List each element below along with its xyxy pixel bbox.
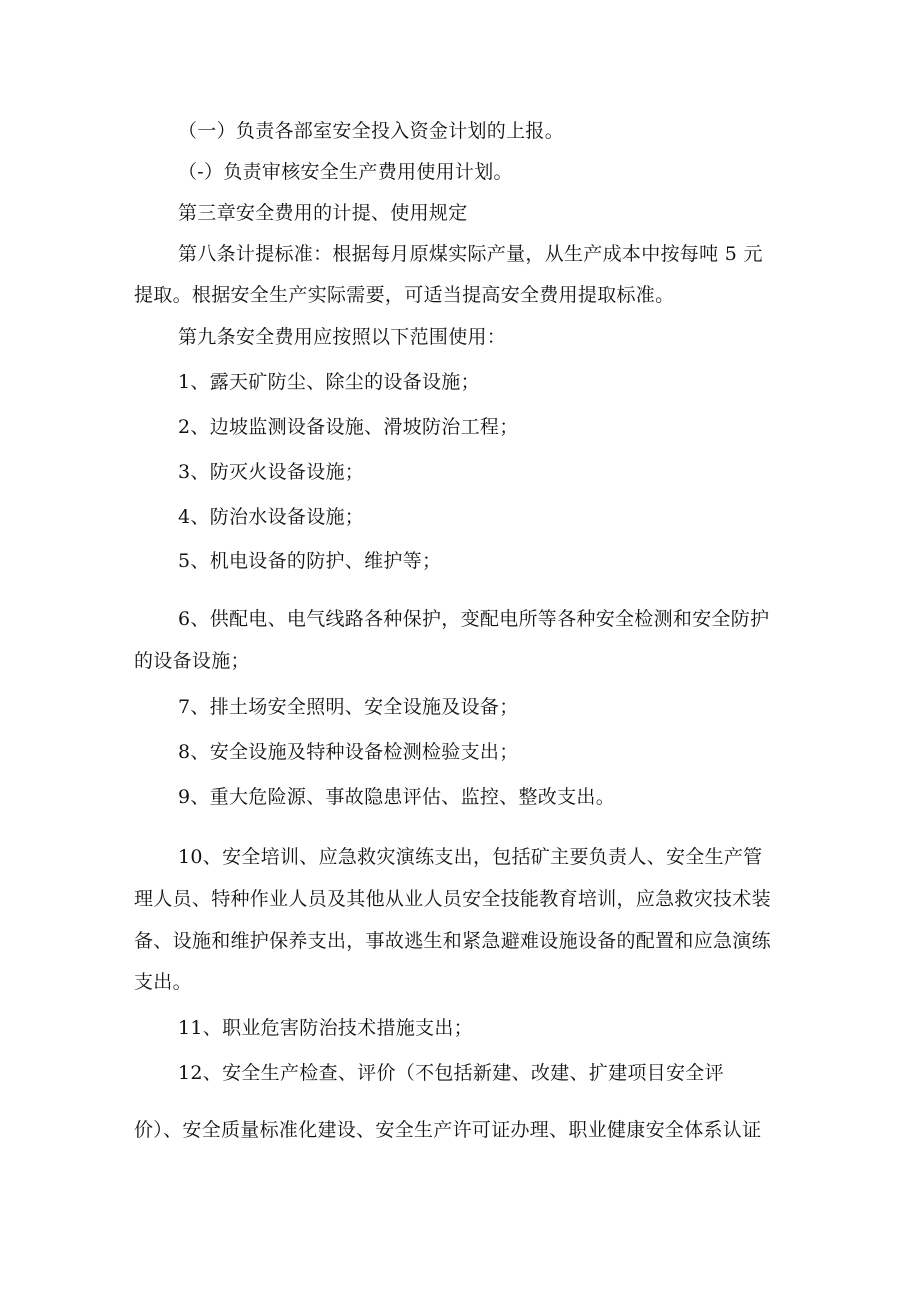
list-item-12-line-2: 价）、安全质量标准化建设、安全生产许可证办理、职业健康安全体系认证 [134,1119,762,1141]
list-item-10-line-3: 备、设施和维护保养支出，事故逃生和紧急避难设施设备的配置和应急演练 [134,930,771,952]
list-item-8: 8、安全设施及特种设备检测检验支出； [178,741,519,763]
list-item-4: 4、防治水设备设施； [178,506,365,528]
list-item-10-line-1: 10、安全培训、应急救灾演练支出，包括矿主要负责人、安全生产管 [178,846,763,868]
list-item-6-line-2: 的设备设施； [134,650,250,672]
article-8-line-2: 提取。根据安全生产实际需要，可适当提高安全费用提取标准。 [134,284,675,306]
list-item-1: 1、露天矿防尘、除尘的设备设施； [178,371,480,393]
list-item-10-line-4: 支出。 [134,971,192,993]
list-item-11: 11、职业危害防治技术措施支出； [178,1017,473,1039]
article-9-heading: 第九条安全费用应按照以下范围使用： [178,326,507,348]
list-item-2: 2、边坡监测设备设施、滑坡防治工程； [178,416,519,438]
list-item-6-line-1: 6、供配电、电气线路各种保护，变配电所等各种安全检测和安全防护 [178,608,770,630]
article-8-line-1: 第八条计提标准：根据每月原煤实际产量，从生产成本中按每吨 5 元 [178,243,763,265]
list-item-12-line-1: 12、安全生产检查、评价（不包括新建、改建、扩建项目安全评 [178,1062,724,1084]
list-item-7: 7、排土场安全照明、安全设施及设备； [178,696,519,718]
list-item-9: 9、重大危险源、事故隐患评估、监控、整改支出。 [178,786,615,808]
list-item-5: 5、机电设备的防护、维护等； [178,550,442,572]
list-item-10-line-2: 理人员、特种作业人员及其他从业人员安全技能教育培训，应急救灾技术装 [134,888,771,910]
chapter-heading: 第三章安全费用的计提、使用规定 [178,202,468,224]
text-line-1: （一）负责各部室安全投入资金计划的上报。 [178,120,565,142]
text-line-2: （-）负责审核安全生产费用使用计划。 [178,161,513,183]
list-item-3: 3、防灭火设备设施； [178,461,365,483]
